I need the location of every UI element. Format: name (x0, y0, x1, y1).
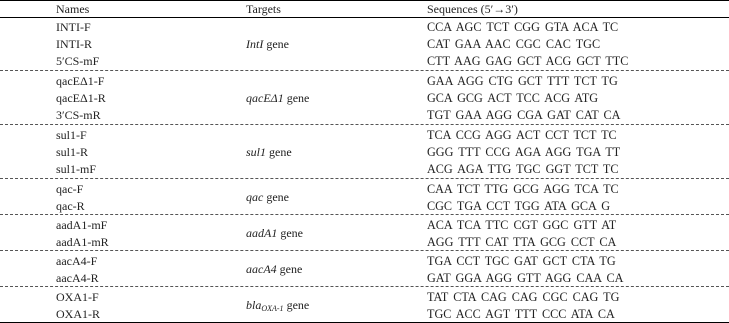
primer-name: 3′CS-mR (56, 108, 101, 122)
primer-sequence: TCA CCG AGG ACT CCT TCT TC (427, 128, 617, 142)
primer-sequence: CTT AAG GAG GCT ACG GCT TTC (427, 54, 629, 68)
primer-sequence: GGG TTT CCG AGA AGG TGA TT (427, 145, 621, 159)
table-row-group (0, 18, 729, 71)
primer-sequence: TGC ACC AGT TTT CCC ATA CA (427, 307, 615, 321)
primer-name: qacEΔ1-F (56, 74, 105, 88)
primer-name: aadA1-mR (56, 235, 109, 249)
primer-name: qac-R (56, 199, 85, 213)
primer-name: aacA4-F (56, 254, 98, 268)
primer-sequence: GAA AGG CTG GCT TTT TCT TG (427, 74, 618, 88)
primer-sequence: TGA CCT TGC GAT GCT CTA TG (427, 254, 616, 268)
target-gene: qacEΔ1 gene (246, 91, 310, 105)
primer-sequence: ACA TCA TTC CGT GGC GTT AT (427, 218, 617, 232)
primer-name: sul1-F (56, 128, 87, 142)
primer-name: sul1-mF (56, 162, 97, 176)
primer-sequence: GAT GGA AGG GTT AGG CAA CA (427, 271, 624, 285)
primer-sequence: TAT CTA CAG CAG CGC CAG TG (427, 290, 620, 304)
table-header (0, 0, 729, 18)
target-gene: IntI gene (246, 37, 289, 51)
table-row-group (0, 71, 729, 125)
table-row-group (0, 287, 729, 323)
primer-sequence: CCA AGC TCT CGG GTA ACA TC (427, 20, 619, 34)
primer-sequence: ACG AGA TTG TGC GGT TCT TC (427, 162, 619, 176)
table-row-group (0, 251, 729, 287)
table-row-group (0, 179, 729, 215)
primer-name: INTI-R (56, 37, 92, 51)
header-targets: Targets (246, 2, 281, 16)
target-gene: aacA4 gene (246, 262, 303, 276)
table-row-group (0, 125, 729, 179)
primer-sequence: TGT GAA AGG CGA GAT CAT CA (427, 108, 621, 122)
primer-name: sul1-R (56, 145, 89, 159)
primer-name: INTI-F (56, 20, 91, 34)
primer-sequence: CAT GAA AAC CGC CAC TGC (427, 37, 601, 51)
primer-name: aacA4-R (56, 271, 99, 285)
primer-name: qacEΔ1-R (56, 91, 106, 105)
header-sequences: Sequences (5′→3′) (427, 2, 518, 16)
primer-name: 5′CS-mF (56, 54, 100, 68)
table-row-group (0, 215, 729, 251)
primer-name: aadA1-mF (56, 218, 108, 232)
target-gene: sul1 gene (246, 145, 292, 159)
primer-name: OXA1-F (56, 290, 99, 304)
primer-sequence: CAA TCT TTG GCG AGG TCA TC (427, 182, 619, 196)
primer-name: OXA1-R (56, 307, 100, 321)
target-gene: bla$_{OXA-1}$ gene (246, 298, 310, 313)
primer-name: qac-F (56, 182, 84, 196)
primer-sequence: CGC TGA CCT TGG ATA GCA G (427, 199, 611, 213)
target-gene: aadA1 gene (246, 226, 303, 240)
primer-sequence: GCA GCG ACT TCC ACG ATG (427, 91, 599, 105)
primer-sequence: AGG TTT CAT TTA GCG CCT CA (427, 235, 617, 249)
header-names: Names (56, 2, 90, 16)
target-gene: qac gene (246, 190, 289, 204)
